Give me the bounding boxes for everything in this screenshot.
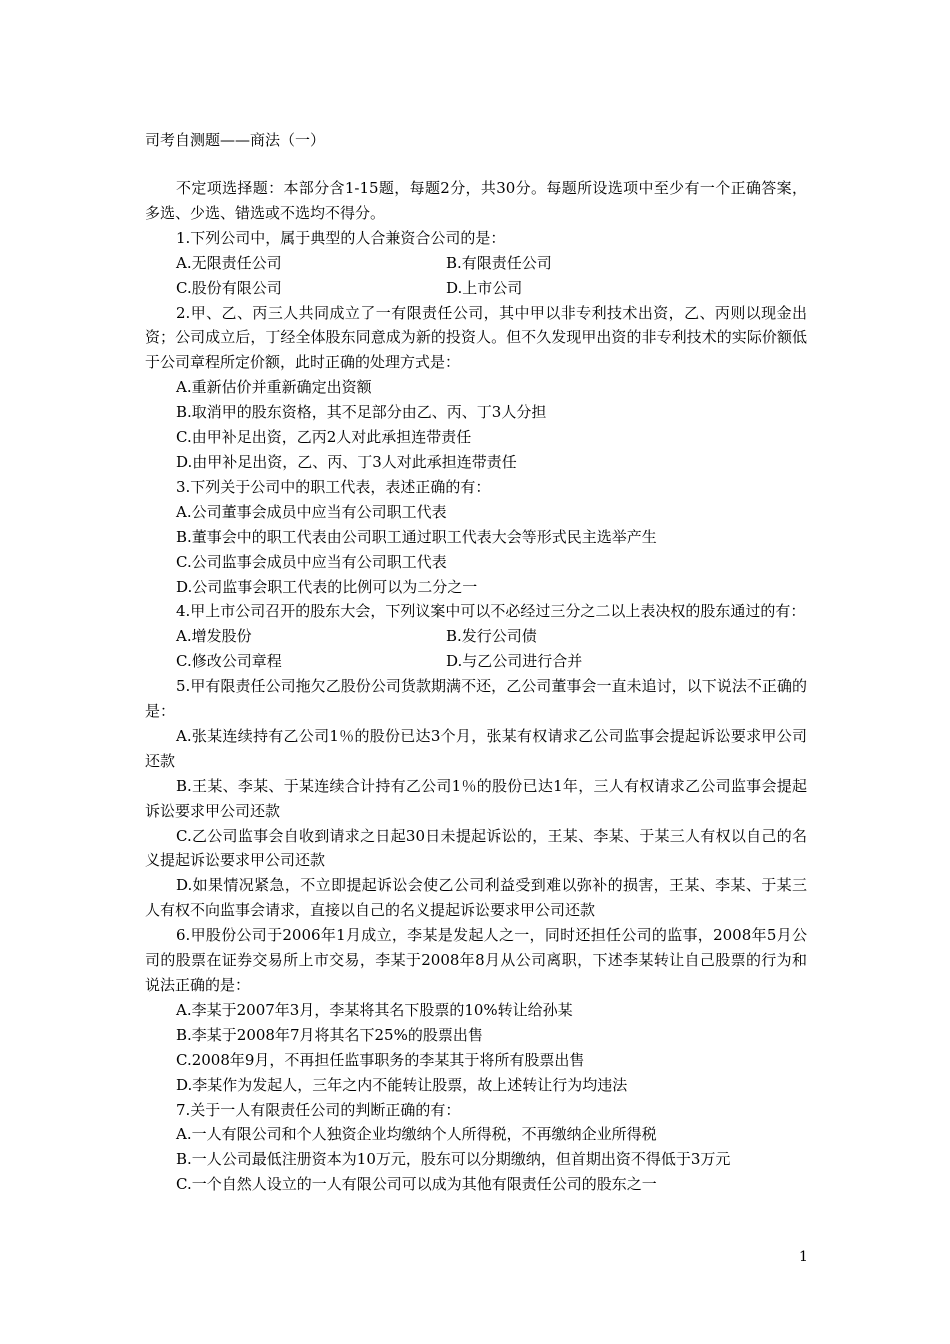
question-6-option-a: A.李某于2007年3月，李某将其名下股票的10%转让给孙某 bbox=[176, 1000, 573, 1019]
question-6-stem: 6.甲股份公司于2006年1月成立，李某是发起人之一，同时还担任公司的监事，2008年5月公司的股票在证券交易所上市交易，李某于2008年8月从公司离职，下述李某转让自己股票的行为和说法正确的是： bbox=[145, 926, 807, 994]
page-number: 1 bbox=[799, 1249, 808, 1265]
question-6-option-b: B.李某于2008年7月将其名下25%的股票出售 bbox=[176, 1025, 483, 1044]
question-4-option-b: B.发行公司债 bbox=[446, 627, 537, 646]
question-4-options-row-1 bbox=[145, 624, 807, 649]
question-4-option-d: D.与乙公司进行合并 bbox=[446, 652, 583, 671]
question-4-stem: 4.甲上市公司召开的股东大会，下列议案中可以不必经过三分之二以上表决权的股东通过的有： bbox=[176, 602, 806, 621]
question-5-option-b: B.王某、李某、于某连续合计持有乙公司1％的股份已达1年，三人有权请求乙公司监事会提起诉讼要求甲公司还款 bbox=[145, 776, 807, 820]
question-6-option-d: D.李某作为发起人，三年之内不能转让股票，故上述转让行为均违法 bbox=[176, 1075, 628, 1094]
question-5-option-d: D.如果情况紧急，不立即提起诉讼会使乙公司利益受到难以弥补的损害，王某、李某、于某三人有权不向监事会请求，直接以自己的名义提起诉讼要求甲公司还款 bbox=[145, 876, 807, 920]
question-1-option-b: B.有限责任公司 bbox=[446, 253, 552, 272]
question-1-option-c: C.股份有限公司 bbox=[176, 278, 282, 297]
question-7-option-b: B.一人公司最低注册资本为10万元，股东可以分期缴纳，但首期出资不得低于3万元 bbox=[176, 1150, 731, 1169]
document-title: 司考自测题——商法（一） bbox=[145, 131, 326, 149]
question-7-option-c: C.一个自然人设立的一人有限公司可以成为其他有限责任公司的股东之一 bbox=[176, 1175, 657, 1194]
question-3-option-a: A.公司董事会成员中应当有公司职工代表 bbox=[176, 502, 447, 521]
question-4-options-row-2 bbox=[145, 649, 807, 674]
question-3-stem: 3.下列关于公司中的职工代表，表述正确的有： bbox=[176, 477, 491, 496]
question-6-option-c: C.2008年9月，不再担任监事职务的李某其于将所有股票出售 bbox=[176, 1050, 585, 1069]
question-3-option-c: C.公司监事会成员中应当有公司职工代表 bbox=[176, 552, 447, 571]
question-5-option-a: A.张某连续持有乙公司1％的股份已达3个月，张某有权请求乙公司监事会提起诉讼要求甲公司还款 bbox=[145, 726, 807, 770]
question-5-option-c: C.乙公司监事会自收到请求之日起30日未提起诉讼的，王某、李某、于某三人有权以自己的名义提起诉讼要求甲公司还款 bbox=[145, 826, 807, 870]
question-7-option-a: A.一人有限公司和个人独资企业均缴纳个人所得税，不再缴纳企业所得税 bbox=[176, 1125, 657, 1144]
question-2-stem: 2.甲、乙、丙三人共同成立了一有限责任公司，其中甲以非专利技术出资，乙、丙则以现金出资；公司成立后，丁经全体股东同意成为新的投资人。但不久发现甲出资的非专利技术的实际价额低于公司章程所定价额，此时正确的处理方式是： bbox=[145, 303, 807, 372]
question-2-option-a: A.重新估价并重新确定出资额 bbox=[176, 378, 372, 397]
question-1-option-d: D.上市公司 bbox=[446, 278, 523, 297]
question-5-stem: 5.甲有限责任公司拖欠乙股份公司货款期满不还，乙公司董事会一直未追讨，以下说法不正确的是： bbox=[145, 677, 807, 721]
question-2-option-c: C.由甲补足出资，乙丙2人对此承担连带责任 bbox=[176, 428, 472, 447]
question-4-option-a: A.增发股份 bbox=[176, 627, 252, 646]
question-2-option-b: B.取消甲的股东资格，其不足部分由乙、丙、丁3人分担 bbox=[176, 403, 547, 422]
instructions-paragraph: 不定项选择题：本部分含1-15题，每题2分，共30分。每题所设选项中至少有一个正确答案，多选、少选、错选或不选均不得分。 bbox=[145, 179, 807, 222]
question-1-options-row-1 bbox=[145, 251, 807, 276]
question-2-option-d: D.由甲补足出资，乙、丙、丁3人对此承担连带责任 bbox=[176, 452, 517, 471]
document-body bbox=[145, 176, 807, 1197]
question-7-stem: 7.关于一人有限责任公司的判断正确的有： bbox=[176, 1100, 461, 1119]
question-1-options-row-2 bbox=[145, 276, 807, 301]
question-3-option-d: D.公司监事会职工代表的比例可以为二分之一 bbox=[176, 577, 478, 596]
question-3-option-b: B.董事会中的职工代表由公司职工通过职工代表大会等形式民主选举产生 bbox=[176, 527, 657, 546]
question-1-option-a: A.无限责任公司 bbox=[176, 253, 282, 272]
question-1-stem: 1.下列公司中，属于典型的人合兼资合公司的是： bbox=[176, 228, 506, 247]
question-4-option-c: C.修改公司章程 bbox=[176, 652, 282, 671]
